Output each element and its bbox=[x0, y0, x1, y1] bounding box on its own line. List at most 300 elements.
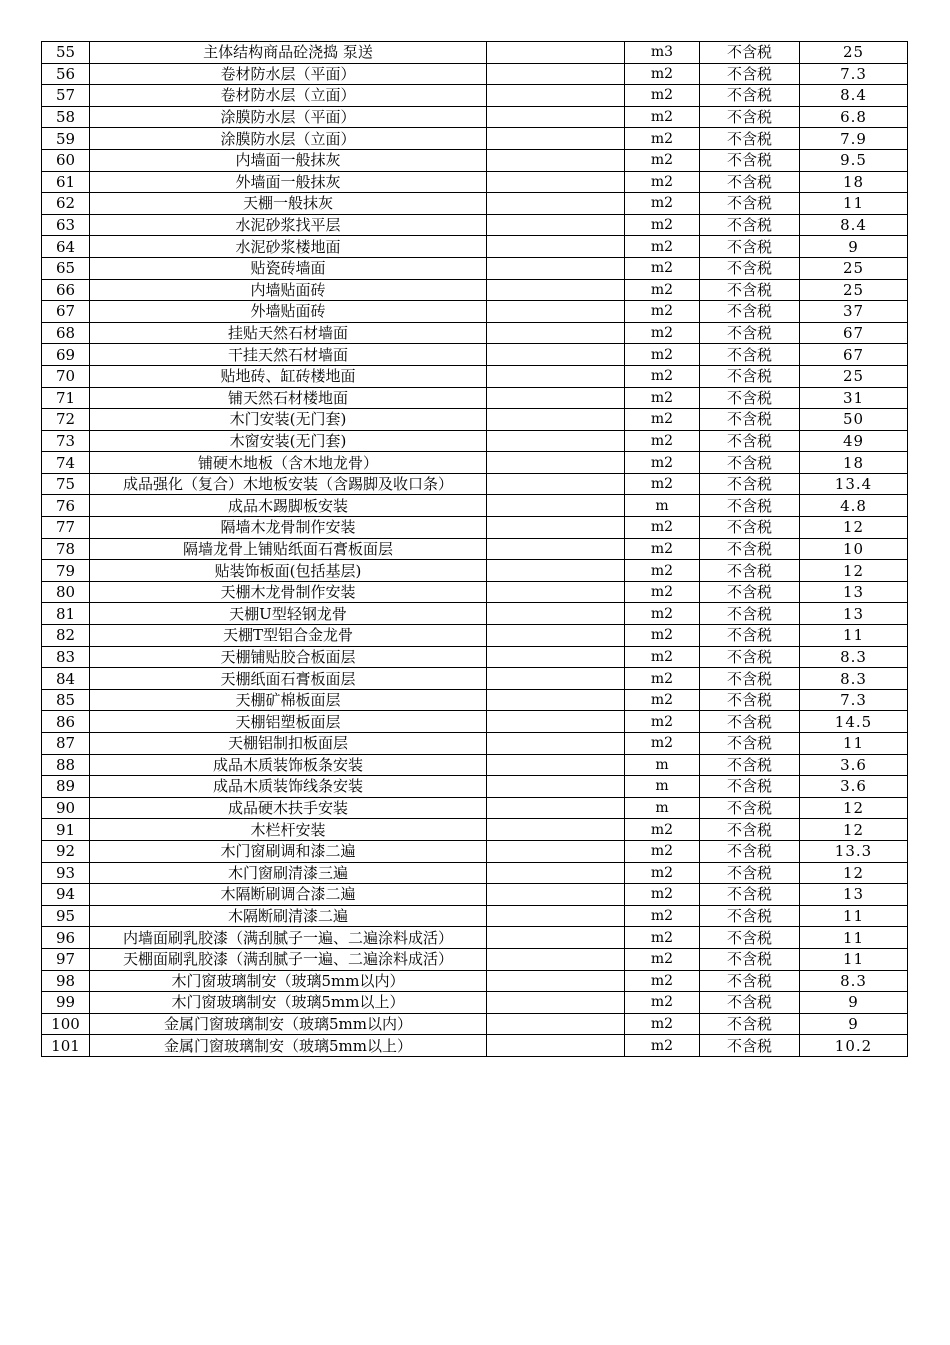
item-name: 成品木质装饰线条安装 bbox=[90, 776, 487, 798]
tax-cell: 不含税 bbox=[700, 948, 800, 970]
unit-cell: m bbox=[625, 797, 700, 819]
tax-cell: 不含税 bbox=[700, 625, 800, 647]
table-row bbox=[42, 193, 908, 215]
table-row bbox=[42, 171, 908, 193]
table-row bbox=[42, 85, 908, 107]
blank-cell bbox=[487, 365, 625, 387]
unit-cell: m2 bbox=[625, 884, 700, 906]
item-name: 成品硬木扶手安装 bbox=[90, 797, 487, 819]
table-row bbox=[42, 970, 908, 992]
unit-cell: m2 bbox=[625, 301, 700, 323]
blank-cell bbox=[487, 495, 625, 517]
tax-cell: 不含税 bbox=[700, 646, 800, 668]
row-number: 98 bbox=[42, 970, 90, 992]
blank-cell bbox=[487, 279, 625, 301]
item-name: 涂膜防水层（平面） bbox=[90, 106, 487, 128]
blank-cell bbox=[487, 85, 625, 107]
item-name: 木隔断刷清漆二遍 bbox=[90, 905, 487, 927]
blank-cell bbox=[487, 473, 625, 495]
blank-cell bbox=[487, 214, 625, 236]
blank-cell bbox=[487, 776, 625, 798]
price-cell: 12 bbox=[800, 819, 908, 841]
row-number: 90 bbox=[42, 797, 90, 819]
unit-cell: m2 bbox=[625, 322, 700, 344]
blank-cell bbox=[487, 754, 625, 776]
unit-cell: m2 bbox=[625, 646, 700, 668]
table-row bbox=[42, 603, 908, 625]
unit-cell: m2 bbox=[625, 149, 700, 171]
unit-cell: m2 bbox=[625, 85, 700, 107]
price-cell: 12 bbox=[800, 560, 908, 582]
price-cell: 9 bbox=[800, 236, 908, 258]
price-cell: 11 bbox=[800, 905, 908, 927]
price-cell: 8.4 bbox=[800, 214, 908, 236]
row-number: 95 bbox=[42, 905, 90, 927]
item-name: 木门安装(无门套) bbox=[90, 409, 487, 431]
blank-cell bbox=[487, 884, 625, 906]
item-name: 内墙面一般抹灰 bbox=[90, 149, 487, 171]
unit-cell: m2 bbox=[625, 387, 700, 409]
row-number: 73 bbox=[42, 430, 90, 452]
item-name: 贴地砖、缸砖楼地面 bbox=[90, 365, 487, 387]
tax-cell: 不含税 bbox=[700, 473, 800, 495]
unit-cell: m2 bbox=[625, 970, 700, 992]
item-name: 木门窗玻璃制安（玻璃5mm以内） bbox=[90, 970, 487, 992]
tax-cell: 不含税 bbox=[700, 689, 800, 711]
unit-cell: m2 bbox=[625, 581, 700, 603]
tax-cell: 不含税 bbox=[700, 862, 800, 884]
item-name: 卷材防水层（平面） bbox=[90, 63, 487, 85]
price-cell: 18 bbox=[800, 171, 908, 193]
blank-cell bbox=[487, 452, 625, 474]
table-row bbox=[42, 668, 908, 690]
tax-cell: 不含税 bbox=[700, 257, 800, 279]
table-row bbox=[42, 948, 908, 970]
row-number: 82 bbox=[42, 625, 90, 647]
table-row bbox=[42, 689, 908, 711]
row-number: 80 bbox=[42, 581, 90, 603]
blank-cell bbox=[487, 344, 625, 366]
table-row bbox=[42, 733, 908, 755]
table-row bbox=[42, 862, 908, 884]
item-name: 天棚铝制扣板面层 bbox=[90, 733, 487, 755]
item-name: 天棚铺贴胶合板面层 bbox=[90, 646, 487, 668]
table-row bbox=[42, 819, 908, 841]
table-row bbox=[42, 63, 908, 85]
item-name: 天棚矿棉板面层 bbox=[90, 689, 487, 711]
price-cell: 3.6 bbox=[800, 776, 908, 798]
price-cell: 11 bbox=[800, 625, 908, 647]
row-number: 83 bbox=[42, 646, 90, 668]
item-name: 卷材防水层（立面） bbox=[90, 85, 487, 107]
price-cell: 13 bbox=[800, 603, 908, 625]
unit-cell: m2 bbox=[625, 992, 700, 1014]
row-number: 72 bbox=[42, 409, 90, 431]
row-number: 74 bbox=[42, 452, 90, 474]
table-row bbox=[42, 581, 908, 603]
table-row bbox=[42, 646, 908, 668]
row-number: 94 bbox=[42, 884, 90, 906]
item-name: 隔墙龙骨上铺贴纸面石膏板面层 bbox=[90, 538, 487, 560]
row-number: 71 bbox=[42, 387, 90, 409]
table-row bbox=[42, 625, 908, 647]
table-row bbox=[42, 905, 908, 927]
row-number: 91 bbox=[42, 819, 90, 841]
table-row bbox=[42, 387, 908, 409]
row-number: 69 bbox=[42, 344, 90, 366]
table-row bbox=[42, 840, 908, 862]
item-name: 内墙面刷乳胶漆（满刮腻子一遍、二遍涂料成活） bbox=[90, 927, 487, 949]
price-cell: 13 bbox=[800, 884, 908, 906]
price-cell: 7.3 bbox=[800, 689, 908, 711]
unit-cell: m2 bbox=[625, 236, 700, 258]
table-row bbox=[42, 1035, 908, 1057]
price-cell: 11 bbox=[800, 927, 908, 949]
row-number: 101 bbox=[42, 1035, 90, 1057]
price-cell: 25 bbox=[800, 279, 908, 301]
tax-cell: 不含税 bbox=[700, 171, 800, 193]
item-name: 成品木踢脚板安装 bbox=[90, 495, 487, 517]
tax-cell: 不含税 bbox=[700, 452, 800, 474]
price-cell: 8.3 bbox=[800, 668, 908, 690]
blank-cell bbox=[487, 301, 625, 323]
blank-cell bbox=[487, 625, 625, 647]
price-cell: 50 bbox=[800, 409, 908, 431]
tax-cell: 不含税 bbox=[700, 301, 800, 323]
table-row bbox=[42, 279, 908, 301]
item-name: 天棚铝塑板面层 bbox=[90, 711, 487, 733]
tax-cell: 不含税 bbox=[700, 517, 800, 539]
row-number: 93 bbox=[42, 862, 90, 884]
tax-cell: 不含税 bbox=[700, 193, 800, 215]
table-row bbox=[42, 927, 908, 949]
tax-cell: 不含税 bbox=[700, 214, 800, 236]
row-number: 81 bbox=[42, 603, 90, 625]
price-cell: 11 bbox=[800, 948, 908, 970]
price-cell: 12 bbox=[800, 797, 908, 819]
item-name: 木门窗刷清漆三遍 bbox=[90, 862, 487, 884]
blank-cell bbox=[487, 668, 625, 690]
tax-cell: 不含税 bbox=[700, 430, 800, 452]
tax-cell: 不含税 bbox=[700, 387, 800, 409]
blank-cell bbox=[487, 711, 625, 733]
tax-cell: 不含税 bbox=[700, 970, 800, 992]
item-name: 干挂天然石材墙面 bbox=[90, 344, 487, 366]
blank-cell bbox=[487, 322, 625, 344]
unit-cell: m2 bbox=[625, 344, 700, 366]
row-number: 56 bbox=[42, 63, 90, 85]
tax-cell: 不含税 bbox=[700, 63, 800, 85]
item-name: 贴瓷砖墙面 bbox=[90, 257, 487, 279]
row-number: 84 bbox=[42, 668, 90, 690]
item-name: 挂贴天然石材墙面 bbox=[90, 322, 487, 344]
tax-cell: 不含税 bbox=[700, 776, 800, 798]
table-row bbox=[42, 149, 908, 171]
table-row bbox=[42, 365, 908, 387]
price-cell: 10.2 bbox=[800, 1035, 908, 1057]
row-number: 99 bbox=[42, 992, 90, 1014]
blank-cell bbox=[487, 862, 625, 884]
price-cell: 3.6 bbox=[800, 754, 908, 776]
blank-cell bbox=[487, 236, 625, 258]
table-row bbox=[42, 992, 908, 1014]
blank-cell bbox=[487, 128, 625, 150]
row-number: 76 bbox=[42, 495, 90, 517]
tax-cell: 不含税 bbox=[700, 322, 800, 344]
table-row bbox=[42, 797, 908, 819]
table-row bbox=[42, 301, 908, 323]
blank-cell bbox=[487, 689, 625, 711]
table-row bbox=[42, 128, 908, 150]
blank-cell bbox=[487, 733, 625, 755]
item-name: 天棚木龙骨制作安装 bbox=[90, 581, 487, 603]
tax-cell: 不含税 bbox=[700, 85, 800, 107]
table-row bbox=[42, 344, 908, 366]
blank-cell bbox=[487, 193, 625, 215]
table-row bbox=[42, 517, 908, 539]
unit-cell: m2 bbox=[625, 171, 700, 193]
item-name: 金属门窗玻璃制安（玻璃5mm以内） bbox=[90, 1013, 487, 1035]
table-row bbox=[42, 257, 908, 279]
blank-cell bbox=[487, 797, 625, 819]
blank-cell bbox=[487, 992, 625, 1014]
row-number: 67 bbox=[42, 301, 90, 323]
row-number: 79 bbox=[42, 560, 90, 582]
blank-cell bbox=[487, 560, 625, 582]
item-name: 木窗安装(无门套) bbox=[90, 430, 487, 452]
unit-cell: m2 bbox=[625, 1013, 700, 1035]
unit-cell: m2 bbox=[625, 603, 700, 625]
price-cell: 11 bbox=[800, 193, 908, 215]
price-table-body bbox=[42, 42, 908, 1057]
item-name: 天棚纸面石膏板面层 bbox=[90, 668, 487, 690]
tax-cell: 不含税 bbox=[700, 365, 800, 387]
table-row bbox=[42, 495, 908, 517]
tax-cell: 不含税 bbox=[700, 668, 800, 690]
table-row bbox=[42, 884, 908, 906]
blank-cell bbox=[487, 171, 625, 193]
tax-cell: 不含税 bbox=[700, 733, 800, 755]
table-row bbox=[42, 236, 908, 258]
price-cell: 49 bbox=[800, 430, 908, 452]
item-name: 天棚一般抹灰 bbox=[90, 193, 487, 215]
price-cell: 4.8 bbox=[800, 495, 908, 517]
unit-cell: m bbox=[625, 495, 700, 517]
unit-cell: m2 bbox=[625, 905, 700, 927]
unit-cell: m2 bbox=[625, 948, 700, 970]
tax-cell: 不含税 bbox=[700, 279, 800, 301]
table-row bbox=[42, 42, 908, 64]
price-cell: 8.4 bbox=[800, 85, 908, 107]
unit-cell: m2 bbox=[625, 625, 700, 647]
blank-cell bbox=[487, 409, 625, 431]
price-cell: 11 bbox=[800, 733, 908, 755]
unit-cell: m2 bbox=[625, 193, 700, 215]
table-row bbox=[42, 776, 908, 798]
blank-cell bbox=[487, 581, 625, 603]
blank-cell bbox=[487, 517, 625, 539]
table-row bbox=[42, 430, 908, 452]
unit-cell: m2 bbox=[625, 560, 700, 582]
row-number: 97 bbox=[42, 948, 90, 970]
unit-cell: m2 bbox=[625, 63, 700, 85]
unit-cell: m2 bbox=[625, 840, 700, 862]
row-number: 65 bbox=[42, 257, 90, 279]
item-name: 外墙面一般抹灰 bbox=[90, 171, 487, 193]
blank-cell bbox=[487, 538, 625, 560]
row-number: 70 bbox=[42, 365, 90, 387]
blank-cell bbox=[487, 948, 625, 970]
unit-cell: m2 bbox=[625, 819, 700, 841]
tax-cell: 不含税 bbox=[700, 905, 800, 927]
row-number: 60 bbox=[42, 149, 90, 171]
tax-cell: 不含税 bbox=[700, 797, 800, 819]
price-cell: 10 bbox=[800, 538, 908, 560]
table-row bbox=[42, 754, 908, 776]
tax-cell: 不含税 bbox=[700, 581, 800, 603]
row-number: 88 bbox=[42, 754, 90, 776]
row-number: 66 bbox=[42, 279, 90, 301]
item-name: 木栏杆安装 bbox=[90, 819, 487, 841]
row-number: 63 bbox=[42, 214, 90, 236]
row-number: 86 bbox=[42, 711, 90, 733]
row-number: 100 bbox=[42, 1013, 90, 1035]
item-name: 水泥砂浆找平层 bbox=[90, 214, 487, 236]
blank-cell bbox=[487, 430, 625, 452]
price-cell: 13.3 bbox=[800, 840, 908, 862]
price-cell: 6.8 bbox=[800, 106, 908, 128]
tax-cell: 不含税 bbox=[700, 106, 800, 128]
price-table bbox=[41, 41, 908, 1057]
row-number: 77 bbox=[42, 517, 90, 539]
unit-cell: m2 bbox=[625, 689, 700, 711]
blank-cell bbox=[487, 257, 625, 279]
price-cell: 12 bbox=[800, 517, 908, 539]
price-cell: 18 bbox=[800, 452, 908, 474]
table-row bbox=[42, 106, 908, 128]
item-name: 天棚U型轻钢龙骨 bbox=[90, 603, 487, 625]
table-row bbox=[42, 473, 908, 495]
unit-cell: m2 bbox=[625, 1035, 700, 1057]
tax-cell: 不含税 bbox=[700, 819, 800, 841]
unit-cell: m2 bbox=[625, 538, 700, 560]
item-name: 木门窗玻璃制安（玻璃5mm以上） bbox=[90, 992, 487, 1014]
tax-cell: 不含税 bbox=[700, 884, 800, 906]
unit-cell: m2 bbox=[625, 733, 700, 755]
blank-cell bbox=[487, 646, 625, 668]
row-number: 59 bbox=[42, 128, 90, 150]
price-cell: 7.3 bbox=[800, 63, 908, 85]
tax-cell: 不含税 bbox=[700, 538, 800, 560]
price-cell: 9 bbox=[800, 992, 908, 1014]
row-number: 89 bbox=[42, 776, 90, 798]
item-name: 贴装饰板面(包括基层) bbox=[90, 560, 487, 582]
tax-cell: 不含税 bbox=[700, 236, 800, 258]
item-name: 铺天然石材楼地面 bbox=[90, 387, 487, 409]
table-row bbox=[42, 409, 908, 431]
price-cell: 14.5 bbox=[800, 711, 908, 733]
price-cell: 25 bbox=[800, 365, 908, 387]
row-number: 96 bbox=[42, 927, 90, 949]
unit-cell: m bbox=[625, 776, 700, 798]
row-number: 87 bbox=[42, 733, 90, 755]
tax-cell: 不含税 bbox=[700, 603, 800, 625]
price-cell: 13 bbox=[800, 581, 908, 603]
blank-cell bbox=[487, 840, 625, 862]
blank-cell bbox=[487, 970, 625, 992]
item-name: 木隔断刷调合漆二遍 bbox=[90, 884, 487, 906]
price-cell: 37 bbox=[800, 301, 908, 323]
unit-cell: m2 bbox=[625, 862, 700, 884]
row-number: 55 bbox=[42, 42, 90, 64]
item-name: 铺硬木地板（含木地龙骨） bbox=[90, 452, 487, 474]
item-name: 天棚T型铝合金龙骨 bbox=[90, 625, 487, 647]
price-cell: 8.3 bbox=[800, 970, 908, 992]
tax-cell: 不含税 bbox=[700, 992, 800, 1014]
table-row bbox=[42, 560, 908, 582]
unit-cell: m2 bbox=[625, 668, 700, 690]
blank-cell bbox=[487, 905, 625, 927]
unit-cell: m2 bbox=[625, 452, 700, 474]
tax-cell: 不含税 bbox=[700, 1013, 800, 1035]
tax-cell: 不含税 bbox=[700, 495, 800, 517]
tax-cell: 不含税 bbox=[700, 927, 800, 949]
row-number: 85 bbox=[42, 689, 90, 711]
price-cell: 9 bbox=[800, 1013, 908, 1035]
blank-cell bbox=[487, 1013, 625, 1035]
blank-cell bbox=[487, 819, 625, 841]
row-number: 64 bbox=[42, 236, 90, 258]
price-cell: 9.5 bbox=[800, 149, 908, 171]
row-number: 58 bbox=[42, 106, 90, 128]
item-name: 外墙贴面砖 bbox=[90, 301, 487, 323]
unit-cell: m2 bbox=[625, 711, 700, 733]
table-row bbox=[42, 1013, 908, 1035]
price-cell: 67 bbox=[800, 344, 908, 366]
row-number: 61 bbox=[42, 171, 90, 193]
item-name: 天棚面刷乳胶漆（满刮腻子一遍、二遍涂料成活） bbox=[90, 948, 487, 970]
unit-cell: m2 bbox=[625, 517, 700, 539]
item-name: 主体结构商品砼浇捣 泵送 bbox=[90, 42, 487, 64]
table-row bbox=[42, 322, 908, 344]
price-cell: 31 bbox=[800, 387, 908, 409]
blank-cell bbox=[487, 1035, 625, 1057]
unit-cell: m2 bbox=[625, 279, 700, 301]
unit-cell: m2 bbox=[625, 430, 700, 452]
tax-cell: 不含税 bbox=[700, 754, 800, 776]
row-number: 78 bbox=[42, 538, 90, 560]
table-row bbox=[42, 538, 908, 560]
item-name: 内墙贴面砖 bbox=[90, 279, 487, 301]
tax-cell: 不含税 bbox=[700, 840, 800, 862]
item-name: 成品木质装饰板条安装 bbox=[90, 754, 487, 776]
tax-cell: 不含税 bbox=[700, 560, 800, 582]
blank-cell bbox=[487, 106, 625, 128]
row-number: 92 bbox=[42, 840, 90, 862]
blank-cell bbox=[487, 42, 625, 64]
unit-cell: m2 bbox=[625, 214, 700, 236]
unit-cell: m bbox=[625, 754, 700, 776]
tax-cell: 不含税 bbox=[700, 344, 800, 366]
item-name: 成品强化（复合）木地板安装（含踢脚及收口条） bbox=[90, 473, 487, 495]
table-row bbox=[42, 711, 908, 733]
unit-cell: m2 bbox=[625, 106, 700, 128]
unit-cell: m3 bbox=[625, 42, 700, 64]
price-cell: 12 bbox=[800, 862, 908, 884]
tax-cell: 不含税 bbox=[700, 128, 800, 150]
blank-cell bbox=[487, 63, 625, 85]
tax-cell: 不含税 bbox=[700, 409, 800, 431]
